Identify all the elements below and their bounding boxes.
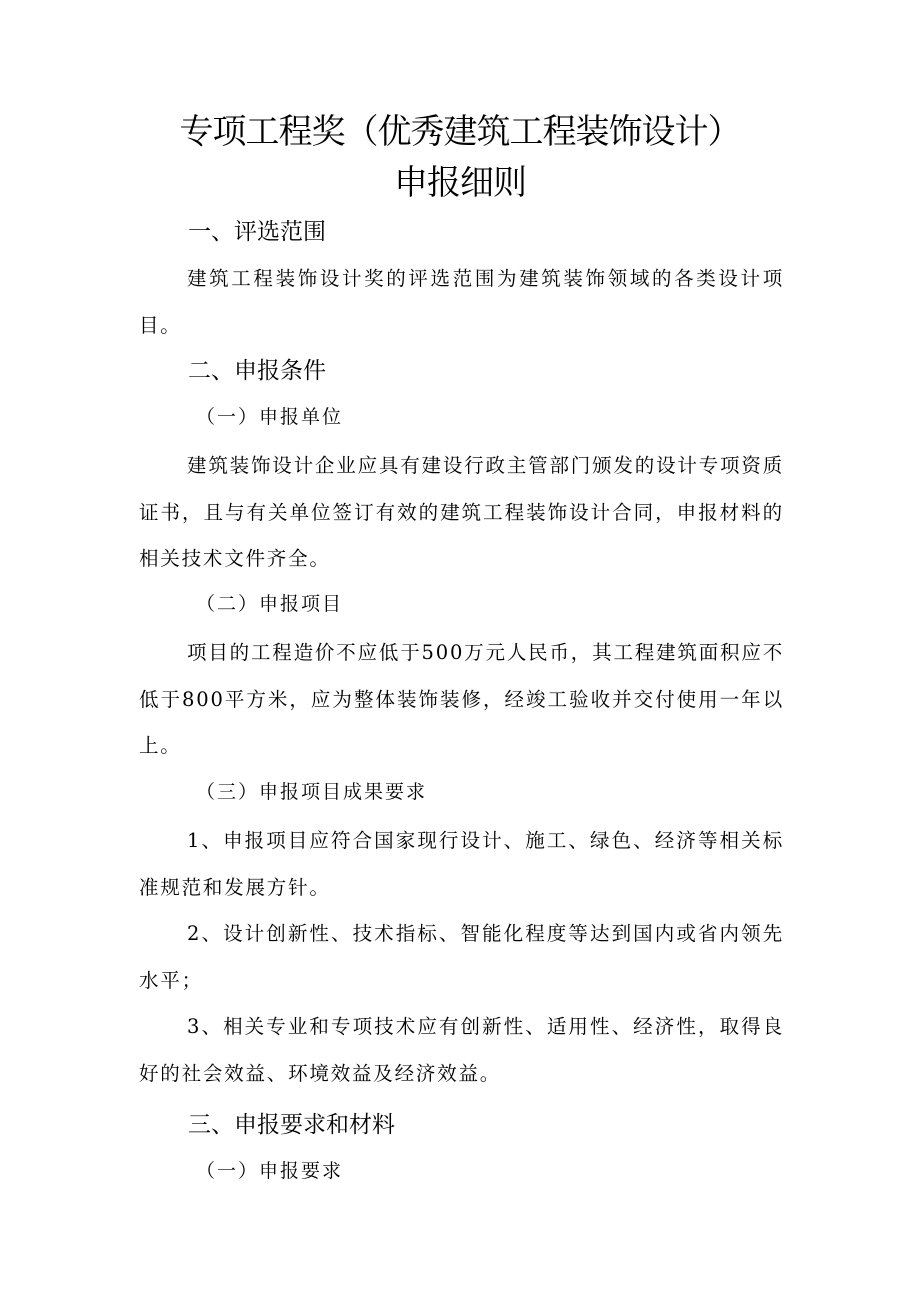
section-3-heading: 三、申报要求和材料: [188, 1112, 395, 1138]
section-2-sub3-heading: （三）申报项目成果要求: [196, 781, 428, 803]
section-2-heading: 二、申报条件: [188, 358, 326, 384]
section-2-sub3-item-3: 3、相关专业和专项技术应有创新性、适用性、经济性，取得良好的社会效益、环境效益及经济效益。: [139, 1015, 784, 1085]
section-2-sub2-paragraph: 项目的工程造价不应低于500万元人民币，其工程建筑面积应不低于800平方米，应为整体装饰装修，经竣工验收并交付使用一年以上。: [139, 641, 784, 757]
section-2-sub1-paragraph: 建筑装饰设计企业应具有建设行政主管部门颁发的设计专项资质证书，且与有关单位签订有效的建筑工程装饰设计合同，申报材料的相关技术文件齐全。: [139, 454, 784, 570]
section-1-heading: 一、评选范围: [188, 219, 326, 245]
section-2-sub1-heading: （一）申报单位: [196, 406, 344, 428]
section-3-sub1-heading: （一）申报要求: [196, 1160, 344, 1182]
section-2-sub3-item-1: 1、申报项目应符合国家现行设计、施工、绿色、经济等相关标准规范和发展方针。: [139, 829, 784, 899]
section-1-paragraph: 建筑工程装饰设计奖的评选范围为建筑装饰领域的各类设计项目。: [139, 267, 784, 337]
section-2-sub2-heading: （二）申报项目: [196, 593, 344, 615]
document-title-line2: 申报细则: [394, 163, 526, 203]
document-title-line1: 专项工程奖（优秀建筑工程装饰设计）: [179, 112, 741, 152]
section-2-sub3-item-2: 2、设计创新性、技术指标、智能化程度等达到国内或省内领先水平；: [139, 922, 784, 992]
